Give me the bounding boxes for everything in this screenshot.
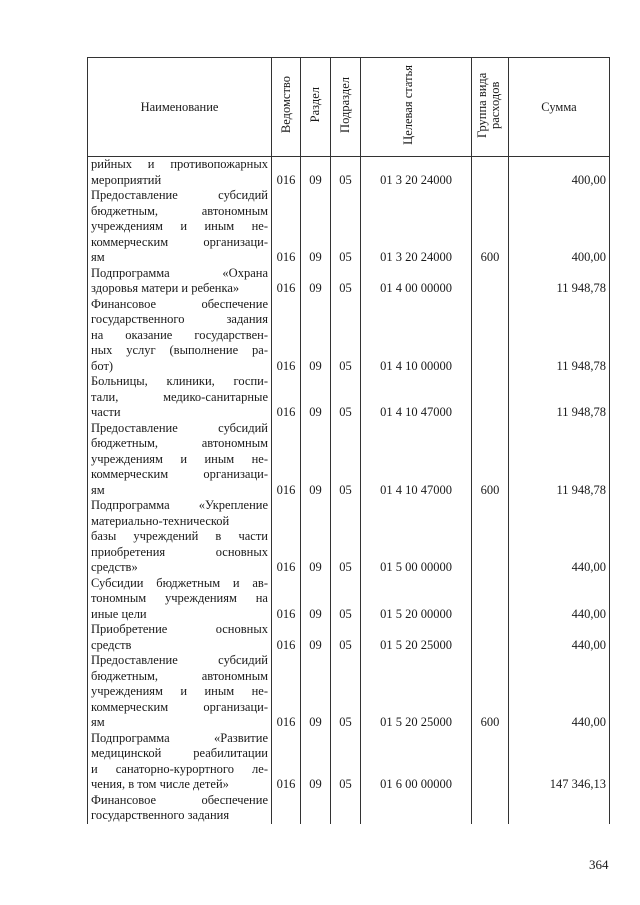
row-razdel: 09 xyxy=(301,421,331,499)
row-razdel: 09 xyxy=(301,266,331,297)
row-razdel: 09 xyxy=(301,297,331,375)
row-vedomstvo xyxy=(272,793,301,824)
table-row xyxy=(88,793,610,824)
row-name-line: материально-технической xyxy=(91,513,230,528)
row-name-line: средств» xyxy=(91,560,138,574)
row-name-line: бюджетным, автономным xyxy=(91,203,268,218)
row-name-line: коммерческим организаци- xyxy=(91,234,268,249)
row-razdel: 09 xyxy=(301,157,331,189)
row-vedomstvo: 016 xyxy=(272,498,301,576)
header-gruppa-vida-rashodov: Группа вида расходов xyxy=(472,58,509,157)
row-name-line: ных услуг (выполнение ра- xyxy=(91,343,268,357)
row-name-line: ям xyxy=(91,482,105,497)
row-celevaya-statya: 01 5 20 00000 xyxy=(361,576,472,623)
row-name-line: ям xyxy=(91,250,105,264)
row-name-cell xyxy=(88,653,272,731)
table-row xyxy=(88,576,610,623)
row-razdel: 09 xyxy=(301,374,331,421)
row-name-line: Предоставление субсидий xyxy=(91,653,268,667)
table-row xyxy=(88,297,610,375)
row-celevaya-statya: 01 6 00 00000 xyxy=(361,731,472,793)
row-name-line: медицинской реабилитации xyxy=(91,746,268,760)
row-celevaya-statya: 01 5 20 25000 xyxy=(361,653,472,731)
header-summa: Сумма xyxy=(509,58,610,157)
row-podrazdel: 05 xyxy=(331,188,361,266)
row-name-line: Финансовое обеспечение xyxy=(91,296,268,311)
row-gruppa-vida-rashodov xyxy=(472,374,509,421)
row-name-line: Подпрограмма «Развитие xyxy=(91,730,268,745)
row-name-cell xyxy=(88,266,272,297)
row-celevaya-statya: 01 3 20 24000 xyxy=(361,188,472,266)
row-summa: 440,00 xyxy=(509,653,610,731)
row-gruppa-vida-rashodov: 600 xyxy=(472,653,509,731)
row-name-line: Приобретение основных xyxy=(91,622,268,636)
row-vedomstvo: 016 xyxy=(272,374,301,421)
row-podrazdel: 05 xyxy=(331,498,361,576)
row-celevaya-statya: 01 5 20 25000 xyxy=(361,622,472,653)
row-name-line: приобретения основных xyxy=(91,544,268,559)
row-name-cell xyxy=(88,576,272,623)
row-name-line: чения, в том числе детей» xyxy=(91,777,229,791)
row-razdel: 09 xyxy=(301,731,331,793)
page-number: 364 xyxy=(589,857,609,872)
row-celevaya-statya: 01 4 10 47000 xyxy=(361,421,472,499)
row-summa: 400,00 xyxy=(509,157,610,189)
row-gruppa-vida-rashodov xyxy=(472,157,509,189)
row-name-cell xyxy=(88,297,272,375)
row-gruppa-vida-rashodov xyxy=(472,622,509,653)
row-summa: 11 948,78 xyxy=(509,266,610,297)
table-row xyxy=(88,266,610,297)
row-podrazdel: 05 xyxy=(331,374,361,421)
row-gruppa-vida-rashodov: 600 xyxy=(472,188,509,266)
row-name-line: Субсидии бюджетным и ав- xyxy=(91,575,268,590)
row-name-cell xyxy=(88,793,272,824)
table-row xyxy=(88,157,610,189)
row-summa: 440,00 xyxy=(509,498,610,576)
table-row xyxy=(88,653,610,731)
table-row xyxy=(88,622,610,653)
row-name-line: бюджетным, автономным xyxy=(91,436,268,450)
row-name-cell xyxy=(88,498,272,576)
row-summa: 147 346,13 xyxy=(509,731,610,793)
row-razdel: 09 xyxy=(301,188,331,266)
row-name-line: Финансовое обеспечение xyxy=(91,792,268,807)
row-summa: 440,00 xyxy=(509,576,610,623)
row-vedomstvo: 016 xyxy=(272,157,301,189)
header-name: Наименование xyxy=(88,58,272,157)
row-vedomstvo: 016 xyxy=(272,622,301,653)
budget-table xyxy=(87,57,610,824)
row-name-cell xyxy=(88,374,272,421)
row-name-line: Предоставление субсидий xyxy=(91,420,268,435)
table-row xyxy=(88,421,610,499)
row-gruppa-vida-rashodov xyxy=(472,498,509,576)
row-gruppa-vida-rashodov xyxy=(472,576,509,623)
row-name-line: учреждениям и иным не- xyxy=(91,219,268,233)
row-celevaya-statya: 01 4 00 00000 xyxy=(361,266,472,297)
row-name-line: Подпрограмма «Охрана xyxy=(91,265,268,280)
table-body xyxy=(88,157,610,824)
row-podrazdel: 05 xyxy=(331,421,361,499)
row-name-line: бот) xyxy=(91,358,114,373)
row-celevaya-statya: 01 3 20 24000 xyxy=(361,157,472,189)
row-podrazdel: 05 xyxy=(331,731,361,793)
row-celevaya-statya: 01 5 00 00000 xyxy=(361,498,472,576)
row-name-cell xyxy=(88,421,272,499)
row-podrazdel: 05 xyxy=(331,297,361,375)
row-razdel xyxy=(301,793,331,824)
row-summa xyxy=(509,793,610,824)
row-vedomstvo: 016 xyxy=(272,576,301,623)
row-vedomstvo: 016 xyxy=(272,421,301,499)
row-name-line: иные цели xyxy=(91,606,147,621)
row-vedomstvo: 016 xyxy=(272,266,301,297)
row-razdel: 09 xyxy=(301,576,331,623)
row-name-line: рийных и противопожарных xyxy=(91,157,268,171)
row-name-cell xyxy=(88,157,272,189)
row-podrazdel: 05 xyxy=(331,653,361,731)
row-name-line: коммерческим организаци- xyxy=(91,699,268,714)
row-name-line: и санаторно-курортного ле- xyxy=(91,761,268,776)
row-name-line: Больницы, клиники, госпи- xyxy=(91,374,268,388)
row-name-line: коммерческим организаци- xyxy=(91,467,268,481)
row-gruppa-vida-rashodov xyxy=(472,266,509,297)
row-summa: 400,00 xyxy=(509,188,610,266)
row-podrazdel: 05 xyxy=(331,157,361,189)
row-vedomstvo: 016 xyxy=(272,188,301,266)
row-name-line: учреждениям и иным не- xyxy=(91,684,268,698)
row-vedomstvo: 016 xyxy=(272,731,301,793)
row-name-line: на оказание государствен- xyxy=(91,327,268,342)
row-podrazdel xyxy=(331,793,361,824)
row-name-line: здоровья матери и ребенка» xyxy=(91,281,240,295)
row-name-cell xyxy=(88,622,272,653)
table-row xyxy=(88,498,610,576)
budget-table-sheet xyxy=(87,57,609,824)
row-gruppa-vida-rashodov xyxy=(472,297,509,375)
row-podrazdel: 05 xyxy=(331,576,361,623)
row-razdel: 09 xyxy=(301,622,331,653)
table-header-row xyxy=(88,58,610,157)
row-podrazdel: 05 xyxy=(331,266,361,297)
row-celevaya-statya: 01 4 10 00000 xyxy=(361,297,472,375)
row-summa: 11 948,78 xyxy=(509,297,610,375)
row-name-line: мероприятий xyxy=(91,172,162,187)
header-razdel: Раздел xyxy=(301,58,331,157)
row-name-line: бюджетным, автономным xyxy=(91,668,268,683)
table-row xyxy=(88,731,610,793)
row-name-line: части xyxy=(91,405,121,419)
row-celevaya-statya: 01 4 10 47000 xyxy=(361,374,472,421)
table-row xyxy=(88,188,610,266)
row-name-line: государственного задания xyxy=(91,808,230,822)
row-razdel: 09 xyxy=(301,653,331,731)
row-name-line: средств xyxy=(91,637,132,652)
row-name-line: базы учреждений в части xyxy=(91,529,268,543)
row-razdel: 09 xyxy=(301,498,331,576)
row-vedomstvo: 016 xyxy=(272,653,301,731)
row-name-line: тали, медико-санитарные xyxy=(91,389,268,404)
row-summa: 11 948,78 xyxy=(509,374,610,421)
header-podrazdel: Подраздел xyxy=(331,58,361,157)
row-gruppa-vida-rashodov xyxy=(472,793,509,824)
row-celevaya-statya xyxy=(361,793,472,824)
row-gruppa-vida-rashodov: 600 xyxy=(472,421,509,499)
row-name-line: ям xyxy=(91,715,105,729)
row-name-line: Подпрограмма «Укрепление xyxy=(91,498,268,512)
row-name-cell xyxy=(88,188,272,266)
row-name-line: государственного задания xyxy=(91,312,268,326)
row-summa: 11 948,78 xyxy=(509,421,610,499)
row-gruppa-vida-rashodov xyxy=(472,731,509,793)
header-celevaya-statya: Целевая статья xyxy=(361,58,472,157)
header-vedomstvo: Ведомство xyxy=(272,58,301,157)
table-row xyxy=(88,374,610,421)
row-name-line: тономным учреждениям на xyxy=(91,591,268,605)
row-name-line: учреждениям и иным не- xyxy=(91,451,268,466)
row-name-cell xyxy=(88,731,272,793)
row-name-line: Предоставление субсидий xyxy=(91,188,268,202)
row-vedomstvo: 016 xyxy=(272,297,301,375)
row-summa: 440,00 xyxy=(509,622,610,653)
row-podrazdel: 05 xyxy=(331,622,361,653)
